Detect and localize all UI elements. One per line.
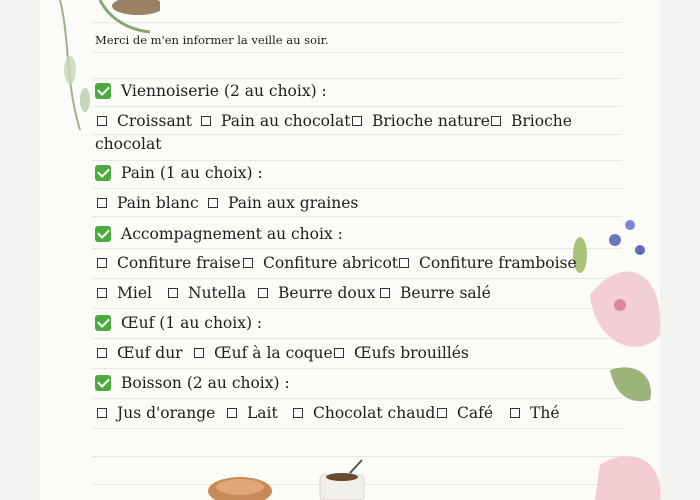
section-title: Boisson (2 au choix) : (121, 374, 290, 392)
checkbox-icon[interactable] (334, 348, 344, 358)
option-lait[interactable]: Lait (227, 404, 278, 422)
option-beurre-doux[interactable]: Beurre doux (258, 284, 375, 302)
ruled-line (92, 338, 622, 339)
option-oeuf-a-la-coque[interactable]: Œuf à la coque (194, 344, 333, 362)
ruled-line (92, 52, 622, 53)
option-pain-blanc[interactable]: Pain blanc (97, 194, 199, 212)
option-jus-orange[interactable]: Jus d'orange (97, 404, 215, 422)
checkmark-icon (95, 375, 111, 391)
ruled-line (92, 78, 622, 79)
option-confiture-fraise[interactable]: Confiture fraise (97, 254, 241, 272)
ruled-line (92, 308, 622, 309)
checkbox-icon[interactable] (380, 288, 390, 298)
ruled-line (92, 106, 622, 107)
checkbox-icon[interactable] (97, 288, 107, 298)
section-title: Viennoiserie (2 au choix) : (121, 82, 327, 100)
section-boisson (95, 374, 290, 392)
ruled-line (92, 278, 622, 279)
option-croissant[interactable]: Croissant (97, 112, 192, 130)
checkbox-icon[interactable] (399, 258, 409, 268)
checkbox-icon[interactable] (258, 288, 268, 298)
option-the[interactable]: Thé (510, 404, 560, 422)
checkbox-icon[interactable] (243, 258, 253, 268)
checkbox-icon[interactable] (97, 408, 107, 418)
option-miel[interactable]: Miel (97, 284, 152, 302)
section-title: Accompagnement au choix : (121, 225, 343, 243)
option-brioche-nature[interactable]: Brioche nature (352, 112, 490, 130)
option-oeuf-dur[interactable]: Œuf dur (97, 344, 183, 362)
checkbox-icon[interactable] (208, 198, 218, 208)
checkbox-icon[interactable] (194, 348, 204, 358)
intro-text: Merci de m'en informer la veille au soir. (95, 33, 329, 47)
checkbox-icon[interactable] (227, 408, 237, 418)
option-cafe[interactable]: Café (437, 404, 493, 422)
ruled-line (92, 428, 622, 429)
ruled-line (92, 188, 622, 189)
section-accompagnement (95, 225, 343, 243)
option-beurre-sale[interactable]: Beurre salé (380, 284, 491, 302)
option-wrap-text: chocolat (95, 135, 162, 153)
option-pain-aux-graines[interactable]: Pain aux graines (208, 194, 358, 212)
checkbox-icon[interactable] (168, 288, 178, 298)
checkbox-icon[interactable] (491, 116, 501, 126)
checkbox-icon[interactable] (97, 348, 107, 358)
option-oeufs-brouilles[interactable]: Œufs brouillés (334, 344, 469, 362)
ruled-line (92, 22, 622, 23)
option-confiture-framboise[interactable]: Confiture framboise (399, 254, 577, 272)
checkbox-icon[interactable] (437, 408, 447, 418)
checkbox-icon[interactable] (293, 408, 303, 418)
ruled-line (92, 398, 622, 399)
checkbox-icon[interactable] (97, 116, 107, 126)
checkbox-icon[interactable] (97, 258, 107, 268)
ruled-line (92, 160, 622, 161)
section-oeuf (95, 314, 262, 332)
breakfast-illustration (200, 455, 380, 500)
section-title: Pain (1 au choix) : (121, 164, 263, 182)
checkmark-icon (95, 315, 111, 331)
ruled-line (92, 134, 622, 135)
option-pain-au-chocolat[interactable]: Pain au chocolat (201, 112, 350, 130)
section-title: Œuf (1 au choix) : (121, 314, 263, 332)
checkbox-icon[interactable] (97, 198, 107, 208)
option-chocolat-chaud[interactable]: Chocolat chaud (293, 404, 435, 422)
checkbox-icon[interactable] (510, 408, 520, 418)
ruled-line (92, 248, 622, 249)
checkmark-icon (95, 165, 111, 181)
ruled-line (92, 216, 622, 217)
option-confiture-abricot[interactable]: Confiture abricot (243, 254, 398, 272)
checkbox-icon[interactable] (352, 116, 362, 126)
option-nutella[interactable]: Nutella (168, 284, 246, 302)
ruled-line (92, 368, 622, 369)
checkmark-icon (95, 226, 111, 242)
checkbox-icon[interactable] (201, 116, 211, 126)
option-brioche-chocolat[interactable]: Brioche (491, 112, 572, 130)
section-viennoiserie (95, 82, 327, 100)
floral-decoration-right (560, 195, 665, 500)
checkmark-icon (95, 83, 111, 99)
section-pain (95, 164, 263, 182)
